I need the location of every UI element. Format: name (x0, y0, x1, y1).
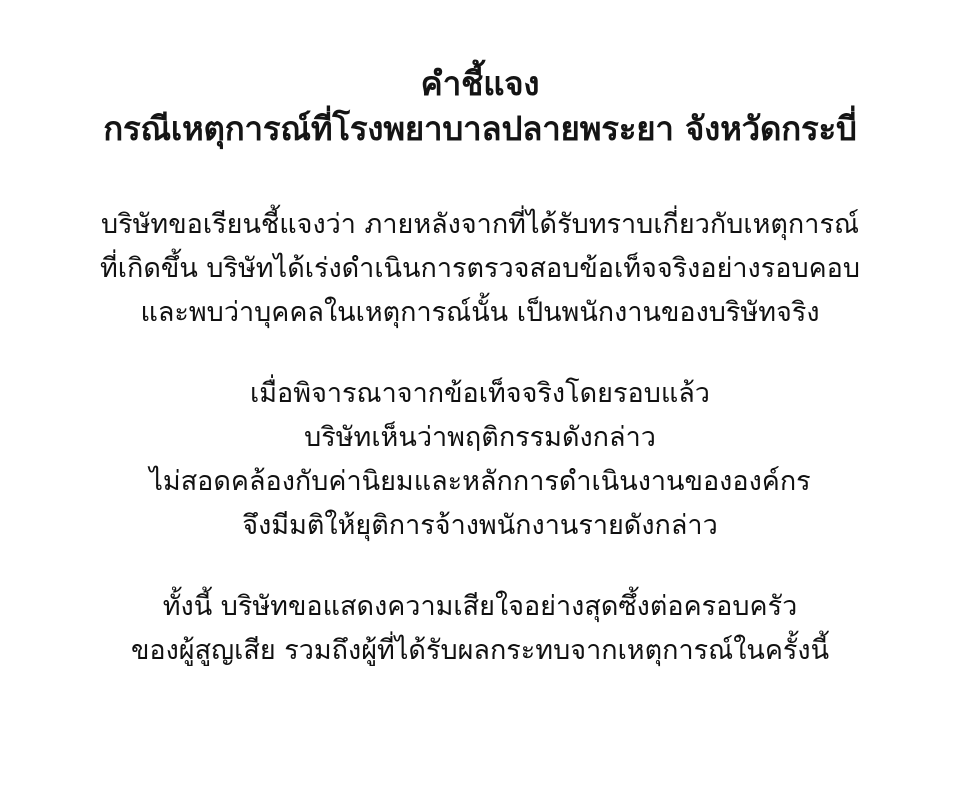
title-line-1: คำชี้แจง (420, 64, 540, 103)
paragraph-1-line-1: บริษัทขอเรียนชี้แจงว่า ภายหลังจากที่ได้รับทราบเกี่ยวกับเหตุการณ์ (100, 209, 859, 241)
paragraph-2-line-2: บริษัทเห็นว่าพฤติกรรมดังกล่าว (304, 422, 656, 454)
paragraph-3 (40, 585, 920, 672)
paragraph-3-line-2: ของผู้สูญเสีย รวมถึงผู้ที่ได้รับผลกระทบจากเหตุการณ์ในครั้งนี้ (130, 634, 830, 666)
paragraph-3-line-1: ทั้งนี้ บริษัทขอแสดงความเสียใจอย่างสุดซึ้งต่อครอบครัว (162, 591, 798, 623)
paragraph-2-line-3: ไม่สอดคล้องกับค่านิยมและหลักการดำเนินงานขององค์กร (149, 465, 811, 497)
paragraph-2-line-4: จึงมีมติให้ยุติการจ้างพนักงานรายดังกล่าว (242, 509, 718, 541)
paragraph-2 (40, 372, 920, 547)
paragraph-1-line-2: ที่เกิดขึ้น บริษัทได้เร่งดำเนินการตรวจสอบข้อเท็จจริงอย่างรอบคอบ (99, 252, 861, 284)
page-title (103, 62, 857, 151)
title-line-2: กรณีเหตุการณ์ที่โรงพยาบาลปลายพระยา จังหวัดกระบี่ (103, 108, 857, 148)
paragraph-1 (40, 203, 920, 334)
paragraph-2-line-1: เมื่อพิจารณาจากข้อเท็จจริงโดยรอบแล้ว (250, 378, 710, 410)
paragraph-1-line-3: และพบว่าบุคคลในเหตุการณ์นั้น เป็นพนักงานของบริษัทจริง (140, 296, 820, 328)
statement-body (40, 203, 920, 673)
